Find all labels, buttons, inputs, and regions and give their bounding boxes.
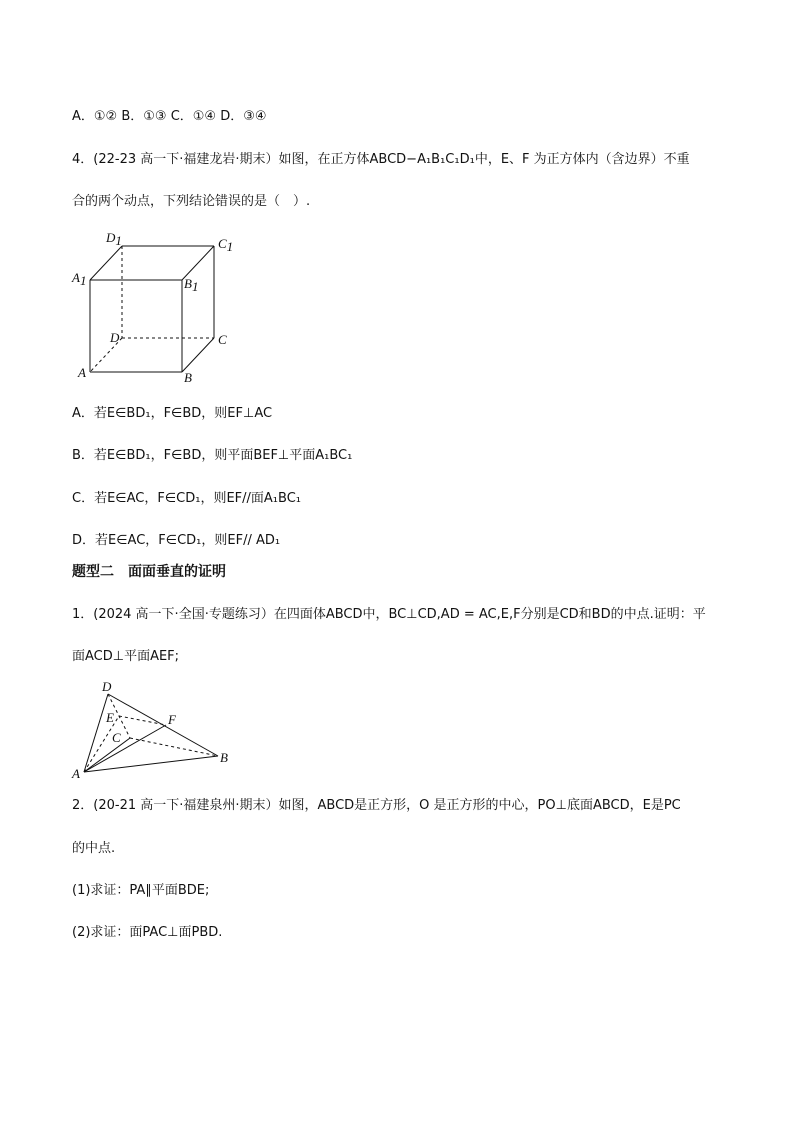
edge-A1-D1	[90, 246, 122, 280]
problem-2-line-2: 的中点.	[72, 841, 116, 856]
label-D: D	[110, 330, 120, 345]
label-C: C	[218, 332, 227, 347]
options-line: A．①② B．①③ C．①④ D．③④	[72, 109, 267, 124]
label-D1: D1	[106, 230, 122, 248]
problem-1-line-1: 1．(2024 高一下·全国·专题练习）在四面体ABCD中，BC⊥CD,AD = AC,E,F分别是CD和BD的中点.证明：平	[72, 607, 706, 622]
section-heading: 题型二 面面垂直的证明	[72, 564, 226, 580]
cube-figure	[72, 230, 252, 385]
problem-2-part-2: (2)求证：面PAC⊥面PBD.	[72, 925, 223, 940]
question-4-stem-line-2: 合的两个动点，下列结论错误的是（ ）.	[72, 194, 311, 209]
edge-C-B	[182, 338, 214, 372]
option-B: B．若E∈BD₁，F∈BD，则平面BEF⊥平面A₁BC₁	[72, 448, 353, 463]
edge-A-B	[84, 756, 218, 772]
option-A: A．若E∈BD₁，F∈BD，则EF⊥AC	[72, 406, 273, 421]
label-B: B	[220, 750, 228, 765]
edge-C1-B1	[182, 246, 214, 280]
hidden-edge-E-F	[119, 716, 166, 725]
label-F: F	[168, 712, 176, 727]
problem-2-line-1: 2．(20-21 高一下·福建泉州·期末）如图，ABCD是正方形，O 是正方形的中心，PO⊥底面ABCD，E是PC	[72, 798, 681, 813]
label-C: C	[112, 730, 121, 745]
option-D: D．若E∈AC，F∈CD₁，则EF// AD₁	[72, 533, 281, 548]
label-B1: B1	[184, 276, 199, 294]
label-C1: C1	[218, 236, 234, 254]
label-A: A	[72, 766, 80, 781]
label-E: E	[106, 710, 114, 725]
label-A1: A1	[72, 270, 87, 288]
label-D: D	[102, 679, 112, 694]
question-4-stem-line-1: 4．(22-23 高一下·福建龙岩·期末）如图，在正方体ABCD−A₁B₁C₁D₁中，E、F 为正方体内（含边界）不重	[72, 152, 690, 167]
tetrahedron-figure	[72, 680, 242, 780]
problem-2-part-1: (1)求证：PA∥平面BDE;	[72, 883, 210, 898]
label-A: A	[78, 365, 86, 380]
edge-D-B	[108, 694, 218, 756]
problem-1-line-2: 面ACD⊥平面AEF;	[72, 649, 180, 664]
option-C: C．若E∈AC，F∈CD₁，则EF//面A₁BC₁	[72, 491, 301, 506]
hidden-edge-C-B	[130, 738, 218, 756]
label-B: B	[184, 370, 192, 385]
